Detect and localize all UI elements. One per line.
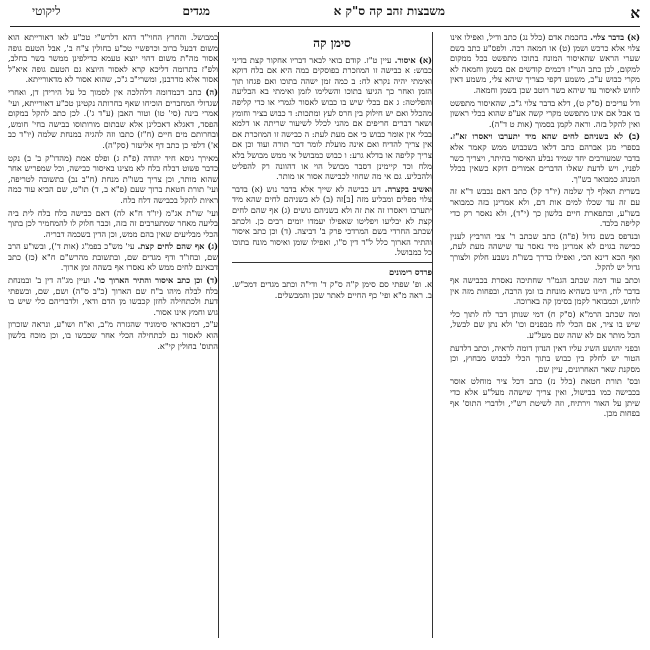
middle-column xyxy=(232,32,432,638)
header-side-label: ליקוטי xyxy=(32,4,61,18)
paragraph xyxy=(450,231,640,273)
section-divider xyxy=(232,262,432,263)
paragraph-text: ובס' תורת חטאת (כלל נז) כתב דכל ציר מוחלט אוסר בכבישה כמו בבישול, ואין צריך שישהה מעל"ע אלא כדי שיתן על האור וירתיח, וזה לשיטת רש"י, ולדברי התוס' אף בפחות מכן. xyxy=(450,376,640,419)
page-number: א xyxy=(630,4,640,22)
paragraph xyxy=(232,184,432,258)
paragraph-text: בחכמת אדם (כלל נג) כתב ודיל, ואפילו אינו צלוי אלא כרכש ושמן (ט) או חמאה רכה. ולפס"ע כתב בשם שערי הראש שהאיסור המונח בתוכו מתפשט בכל ממקום למקום, לכן כתב הגר"ז דכמים קודשים אם בשמן וחמאה לא מקרי כבוש ע"כ, משמע דקפי כצריך שיהא צלי, משמע דאין לחוש לאיסור עד שיהא בשר רוטב שכן בשמן וחמאה. xyxy=(450,32,640,95)
paragraph-text: עי' מש"כ בפמ"ג (אות ד'), ובשו"ע הרב שם, ובחו"ד ודף מגדים שם, ובתשובת מהרש"ם ח"א (כז) כתב דבאינם לחים ממש לא נאסרו אף בשהה זמן ארוך. xyxy=(8,241,218,273)
paragraph-text: כתב דכמדומה דלהלכה אין לסמוך כל על הירידן דן, ואחרי שגדולי המחברים הוכיחו שאף בחרותה נקטינן טכ"ע דאורייתא, ועי' אמרי בינה (סי' טו) וטור האבן (ע"ד ג'). לכן כתב להקל במקום הפסד, דאגלא דאכלינן אלא שבתום מורותוסו בבישה בחי' חומש, ובחרותם מים חיים (ח"ז) כתבו וזה להגיה במנחת שלמה (יו"ד כב א') דלפי כן כתב דף אליעזר (סק"ה). xyxy=(8,86,218,150)
column-divider xyxy=(432,32,433,638)
paragraph xyxy=(450,131,640,184)
paragraph-text: בשרית האלף לך שלמה (יו"ד קל) כתב דאם נכבש ד"א זה עם זה עד שכלו למים אות דם, ולא אמרינן בזה כמבואר בשו"ע, ובתפארת חיים בלשון כך (י"ד), ולא נאסר רק כדי קליפה בלבד. xyxy=(450,186,640,229)
siman-heading: סימן קה xyxy=(313,36,351,50)
left-column xyxy=(8,32,218,638)
paragraph xyxy=(8,319,218,351)
paragraph-text: מאירך גיסא חיד יהודה (פ"ת ג) ופלס אמת (מהדו"ק ב' ב) נקט כדבר פשוט דבלח בלח לא מצינו באיסור כבישה, וכל שמפריש אחר שהוא מותר, וכן צריך בשו"ת מנחת (ח"ב נב) בתשובה לטריפה, ועי' תורת חטאת ברוך שעם (פ"א ב, ד) תו"ט, שם הביא עוד כמה ראיות להקל בכבישה דלח בלח. xyxy=(8,152,218,205)
header-section: מגדים xyxy=(182,4,210,18)
paragraph-text: ועיין מג"ה דין ב' ובמנחת בלח לבלח מיהו ב"ח שם הארוך (כ"ב ס"ה) ושם, שם, ובשפתי דעת ולכתחילה לחזן קכבשו מן הדם ודאי, ולדבריהם כלי שיש בו גוש וחמץ אינו אסור. xyxy=(8,275,218,317)
paragraph-label: (ב) לא בשניהם לחים שהא מיד יתערבו ויאסרו זא"ז. xyxy=(450,131,640,142)
paragraph xyxy=(450,343,640,375)
paragraph xyxy=(450,309,640,341)
paragraph-text: בספרי מגן אברהם כתב דלאו בשכבוש ממש קאמר אלא בדבר שמעורבים יחד שמיד נבלע האיסור בהיתר, ויצריך כשר לפניו, ויש לדעת שאלו הדברים אמורים דוקא כשאין בכלל המנהג כמבואר בש"ך. xyxy=(450,141,640,184)
paragraph-text: דע כבישה לא שייך אלא בדבר נוש (א) בדבר צלוי מפלים ומבליע מזה [ב]זה (ב) לא בשניהם לחים שהא מיד יתערבו ויאסרו זה את זה ולא בשניהם גושים (ג) אף שהם לחים קצת לא יבליעו ויפליטו שאפילו יעמדו יומים רבים כן. ולכתב שכתב החרדי בשם המרדכי פרק ב' דביצה. (ד) וכן כתב איסור והתיר הארוך כלל ל"ד דין ס"ו, ואפילו שומן ואיסור מונח בתוכו כל כמבושל. xyxy=(232,183,432,258)
paragraph-text: ומה שכתב הרמ"א (ס"ק ח) דמי שנותן דבר לח לתוך כלי שיש בו ציר, אם הכלי לח מבפנים וכו' ולא נתן שם לבשל, הכל מותר אם לא שהה שם מעל"ע. xyxy=(450,308,640,341)
header-title: משבצות זהב קה ס"ק א xyxy=(333,4,445,18)
column-divider xyxy=(218,32,219,638)
paragraph xyxy=(8,275,218,317)
paragraph-label: (א) בדבר צלוי. xyxy=(590,32,640,42)
paragraph xyxy=(8,87,218,151)
paragraph xyxy=(8,153,218,206)
paragraph-label: ואשיב בקצרה. xyxy=(384,183,432,194)
right-column xyxy=(450,32,640,638)
paragraph-text: ובפני יהושע השיג עליו דאין הנדון דומה לראיה, וכתב דלדעת הטור יש לחלק בין כבוש בתוך הכלי לכבוש מבחוץ, וכן מסקנת שאר האחרונים, עיין שם. xyxy=(450,342,640,374)
paragraph-text: וכתב עוד דמה שכתב הגמ"ר שחתיכה נאסרת בכבישה אף בדבר לח, היינו כשהיא מונחת בו זמן הרבה, ובפחות מזה אין לחוש, וכמבואר לקמן בסימן קה בארוכה. xyxy=(450,275,640,307)
paragraph-label: (ג) אף שהם לחים קצת. xyxy=(137,241,218,252)
paragraph xyxy=(450,186,640,228)
paragraph-text: ועי' שו"ת אג"מ (יו"ד ח"א לה) דאם כבישה בלח בלח לית ביה בליעה מאחר שמתערבים זה בזה, וכבר חלוק לו להמחמיר לכן בתוך הכלי מבליעים שאין בהם ממש, וכן הדין בשכמה דבריה. xyxy=(8,207,218,239)
paragraph-text: כמבושל. והחרץ החוי"ד דהא דלרש"י טכ"ע לאו דאורייתא הוא משום דבעל ברוב וכרפשיי טכ"ע בחולין צ"ח ב', אבל הטעם גופה אסור מה"ת משום דהוי יוצא טעמא כדילפינן ממשר בשר בחלב, ולפ"ז בתרומה דליכא קרא לאסור היוצא גם הטעם גופה איא"ל אסור אלא מדרבנן, ומשרי"ב ג"כ, שהוא אסור לא מדאורייתא. xyxy=(8,32,218,85)
paragraph xyxy=(450,98,640,130)
divider-note: פרדס רימונים xyxy=(389,266,432,277)
paragraph xyxy=(8,241,218,273)
paragraph-text: ודל עריכים (ס"ק ט), דלא בדבר צלוי ג"כ, שהאיסור מתפשט בו אבל אם אינו מתפשט מקרי קשה אע"פ שהוא בכלי ראשון ואין להקל בזה. וראה לקמן בסמוך (אות ט ד"ה). xyxy=(450,97,640,129)
paragraph xyxy=(8,32,218,85)
paragraph-text: עיין ט"ז. קודם בואי לבאר דבריו אחקור קצת בדיני כבוש: א כבישה זו המוזכרת בפוסקים במה היא אם בלח דוקא ואימתי יהיה נקרא לח: ב כמה זמן ישהה בתוכו ואם פגחו תוך הזמן ואחר כך הגיעו בתוכו והשלימו לזמן ואימתי בא הבליעה והפליטה: ג אם בכלי שיש בו כבוש לאסור לגמרי או כדי קליפה מהכלל ואם יש חילוק בין חרס לעץ ומתכות: ד כבוש בציר וחומץ ושאר דברים חריפים אם מהני לכלל לשיעור שריתה או דלמא בבלי אין אומר כבוש כי אם מעת לעת: ה כבישה זו המוזכרת אם אין צריך להדיח ואם אינה מועלת לומר דבר תורה ועוד וכן אם צריך קליפה או בדלא גרע: ו כבוש כמבושל אי ממש מבושל בלא מלח וכד קיימינן דסבר מבושל הוי או דהוונה רק להפליט ולהבליע. גם אי מה שחוזי לכבישה אסור או מותר. xyxy=(232,54,432,182)
paragraph xyxy=(450,376,640,418)
paragraph-label: (ה) xyxy=(205,86,218,97)
paragraph xyxy=(450,275,640,307)
paragraph xyxy=(450,32,640,96)
paragraph xyxy=(232,55,432,182)
running-header xyxy=(10,4,640,26)
paragraph-text: ע"כ, דמכאראי סימוניד שהגזרה מ"ב, וא"ח ושו"ע, ונראה שזכרון הוא לאסור גם לכתחילה הכלי אחר שכבשו בו, וכן מוכח בלשון התוס' בחולין קי"א. xyxy=(8,319,218,351)
small-note: א. ופ' שפתי סם סימן ק"ה ס"ק ד' ודי"ה וכתב מגדים דמכ"ש. ב. ראה מ"א ופי' כף החיים לאתר שכן והמבשלים. xyxy=(232,279,432,301)
header-rule xyxy=(10,26,640,27)
paragraph-text: ובנדפס בשם גדול (פ"ה) כתב שכתב ר' צבי הורביץ לענין כבישה בגוים לא אמרינן מיד נאסר עד שישהה מעת לעת, ואף הכא דינא הכי, ואפילו בדרך בשו"ת נשבע חלוק ולצורך גדול יש להקל. xyxy=(450,230,640,273)
paragraph-label: (א) איסור. xyxy=(394,54,432,65)
paragraph xyxy=(8,208,218,240)
paragraph-label: (ד) וכן כתב איסור והתיר הארוך כו'. xyxy=(93,275,218,286)
